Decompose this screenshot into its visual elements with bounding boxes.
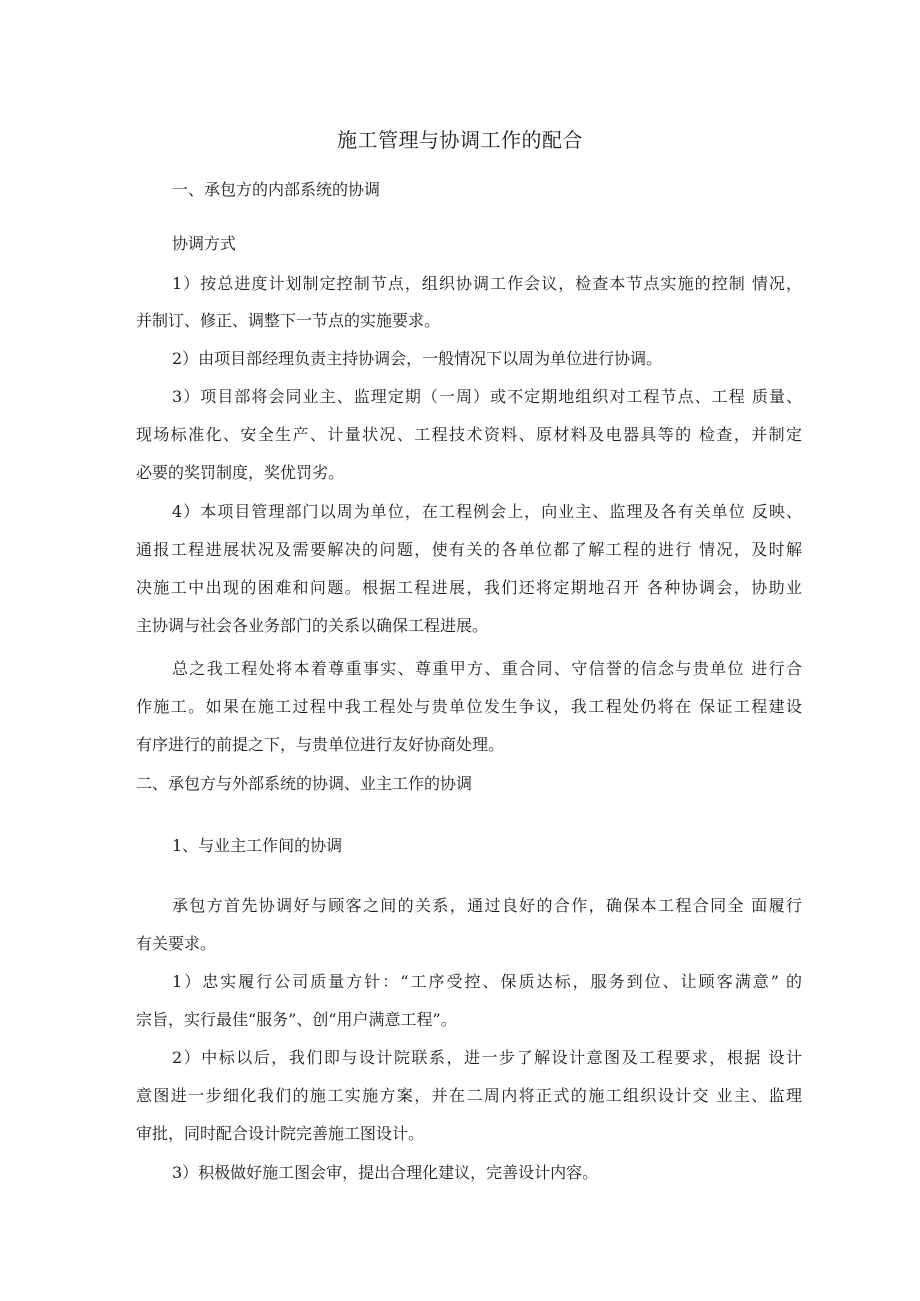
paragraph-line: 意图进一步细化我们的施工实施方案，并在二周内将正式的施工组织设计交 业主、监理 [136, 1086, 802, 1105]
paragraph-line: 主协调与社会各业务部门的关系以确保工程进展。 [136, 616, 489, 635]
paragraph-line: 决施工中出现的困难和问题。根据工程进展，我们还将定期地召开 各种协调会，协助业 [136, 578, 802, 597]
page-title: 施工管理与协调工作的配合 [337, 128, 583, 152]
paragraph-line: 总之我工程处将本着尊重事实、尊重甲方、重合同、守信誉的信念与贵单位 进行合 [172, 659, 802, 678]
subheading-coord-method: 协调方式 [172, 234, 237, 253]
subheading-owner-coordination: 1、与业主工作间的协调 [172, 836, 343, 855]
section-heading-1: 一、承包方的内部系统的协调 [172, 180, 381, 199]
paragraph-line: 有关要求。 [136, 934, 217, 953]
paragraph-line: 3）积极做好施工图会审，提出合理化建议，完善设计内容。 [172, 1163, 599, 1182]
paragraph-line: 3）项目部将会同业主、监理定期（一周）或不定期地组织对工程节点、工程 质量、 [172, 387, 802, 406]
paragraph-line: 并制订、修正、调整下一节点的实施要求。 [136, 311, 441, 330]
paragraph-line: 2）中标以后，我们即与设计院联系，进一步了解设计意图及工程要求，根据 设计 [172, 1048, 802, 1067]
paragraph-line: 1）忠实履行公司质量方针：“工序受控、保质达标，服务到位、让顾客满意” 的 [172, 972, 802, 991]
section-heading-2: 二、承包方与外部系统的协调、业主工作的协调 [136, 774, 473, 793]
paragraph-line: 2）由项目部经理负责主持协调会，一般情况下以周为单位进行协调。 [172, 349, 663, 368]
paragraph-line: 现场标准化、安全生产、计量状况、工程技术资料、原材料及电器具等的 检查，并制定 [136, 425, 802, 444]
paragraph-line: 有序进行的前提之下，与贵单位进行友好协商处理。 [136, 735, 505, 754]
paragraph-line: 必要的奖罚制度，奖优罚劣。 [136, 463, 345, 482]
paragraph-line: 宗旨，实行最佳“服务”、创“用户满意工程”。 [136, 1010, 457, 1029]
paragraph-line: 4）本项目管理部门以周为单位，在工程例会上，向业主、监理及各有关单位 反映、 [172, 502, 802, 521]
paragraph-line: 承包方首先协调好与顾客之间的关系，通过良好的合作，确保本工程合同全 面履行 [172, 896, 802, 915]
paragraph-line: 审批，同时配合设计院完善施工图设计。 [136, 1124, 425, 1143]
paragraph-line: 通报工程进展状况及需要解决的问题，使有关的各单位都了解工程的进行 情况，及时解 [136, 540, 802, 559]
paragraph-line: 作施工。如果在施工过程中我工程处与贵单位发生争议，我工程处仍将在 保证工程建设 [136, 697, 802, 716]
paragraph-line: 1）按总进度计划制定控制节点，组织协调工作会议，检查本节点实施的控制 情况， [172, 274, 802, 293]
